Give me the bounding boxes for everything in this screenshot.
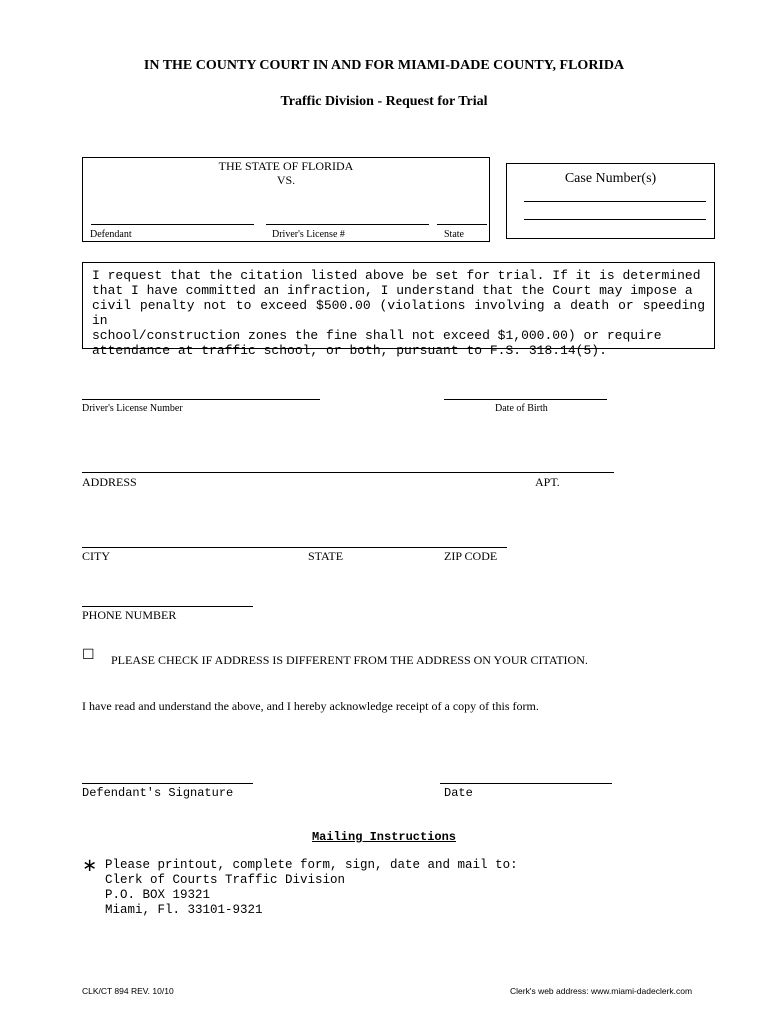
apt-label: APT. bbox=[535, 475, 560, 489]
state-field-label: STATE bbox=[308, 549, 344, 563]
mailing-instructions-heading: Mailing Instructions bbox=[311, 830, 457, 844]
asterisk-bullet: ∗ bbox=[82, 855, 98, 876]
drivers-license-number-label: Driver's License Number bbox=[82, 403, 183, 414]
defendant-label: Defendant bbox=[90, 229, 132, 240]
case-number-line-2[interactable] bbox=[524, 219, 706, 220]
state-of-florida-text: THE STATE OF FLORIDA bbox=[218, 159, 354, 173]
court-title: IN THE COUNTY COURT IN AND FOR MIAMI-DADE COUNTY, FLORIDA bbox=[143, 58, 625, 73]
address-change-checkbox[interactable]: ☐ bbox=[82, 648, 95, 663]
city-label: CITY bbox=[82, 549, 110, 563]
clerk-web-address: Clerk's web address: www.miami-dadeclerk.com bbox=[510, 986, 693, 996]
zip-code-label: ZIP CODE bbox=[444, 549, 498, 563]
defendant-signature-label: Defendant's Signature bbox=[82, 786, 234, 800]
defendant-signature-line[interactable] bbox=[82, 783, 253, 784]
vs-text: VS. bbox=[276, 173, 296, 187]
drivers-license-label: Driver's License # bbox=[272, 229, 345, 240]
address-line[interactable] bbox=[82, 472, 614, 473]
address-label: ADDRESS bbox=[82, 475, 137, 489]
mailing-line-1: Please printout, complete form, sign, date and mail to: bbox=[105, 858, 518, 872]
form-code: CLK/CT 894 REV. 10/10 bbox=[82, 986, 174, 996]
state-label: State bbox=[444, 229, 464, 240]
form-title: Traffic Division - Request for Trial bbox=[280, 94, 488, 109]
signature-date-label: Date bbox=[444, 786, 473, 800]
date-of-birth-line[interactable] bbox=[444, 399, 607, 400]
signature-date-line[interactable] bbox=[440, 783, 612, 784]
caption-box bbox=[82, 157, 490, 242]
mailing-line-2: Clerk of Courts Traffic Division bbox=[105, 873, 346, 887]
mailing-line-4: Miami, Fl. 33101-9321 bbox=[105, 903, 263, 917]
request-line-1: I request that the citation listed above be set for trial. If it is determined bbox=[92, 268, 701, 283]
mailing-line-3: P.O. BOX 19321 bbox=[105, 888, 211, 902]
case-number-box bbox=[506, 163, 715, 239]
request-line-3: civil penalty not to exceed $500.00 (violations involving a death or speeding in bbox=[92, 298, 705, 328]
acknowledgement-text: I have read and understand the above, and I hereby acknowledge receipt of a copy of this form. bbox=[82, 699, 539, 713]
request-line-5: attendance at traffic school, or both, pursuant to F.S. 318.14(5). bbox=[92, 343, 607, 358]
drivers-license-number-line[interactable] bbox=[82, 399, 320, 400]
city-state-zip-line[interactable] bbox=[82, 547, 507, 548]
mailing-address-block bbox=[105, 858, 518, 918]
request-line-2: that I have committed an infraction, I understand that the Court may impose a bbox=[92, 283, 693, 298]
case-number-label: Case Number(s) bbox=[564, 171, 657, 186]
date-of-birth-label: Date of Birth bbox=[495, 403, 548, 414]
phone-number-line[interactable] bbox=[82, 606, 253, 607]
state-line[interactable] bbox=[437, 224, 487, 225]
defendant-line[interactable] bbox=[91, 224, 254, 225]
address-change-label: PLEASE CHECK IF ADDRESS IS DIFFERENT FROM THE ADDRESS ON YOUR CITATION. bbox=[111, 653, 588, 667]
request-paragraph-box bbox=[82, 262, 715, 358]
case-number-line-1[interactable] bbox=[524, 201, 706, 202]
request-line-4: school/construction zones the fine shall not exceed $1,000.00) or require bbox=[92, 328, 662, 343]
phone-number-label: PHONE NUMBER bbox=[82, 608, 177, 622]
drivers-license-line[interactable] bbox=[266, 224, 429, 225]
